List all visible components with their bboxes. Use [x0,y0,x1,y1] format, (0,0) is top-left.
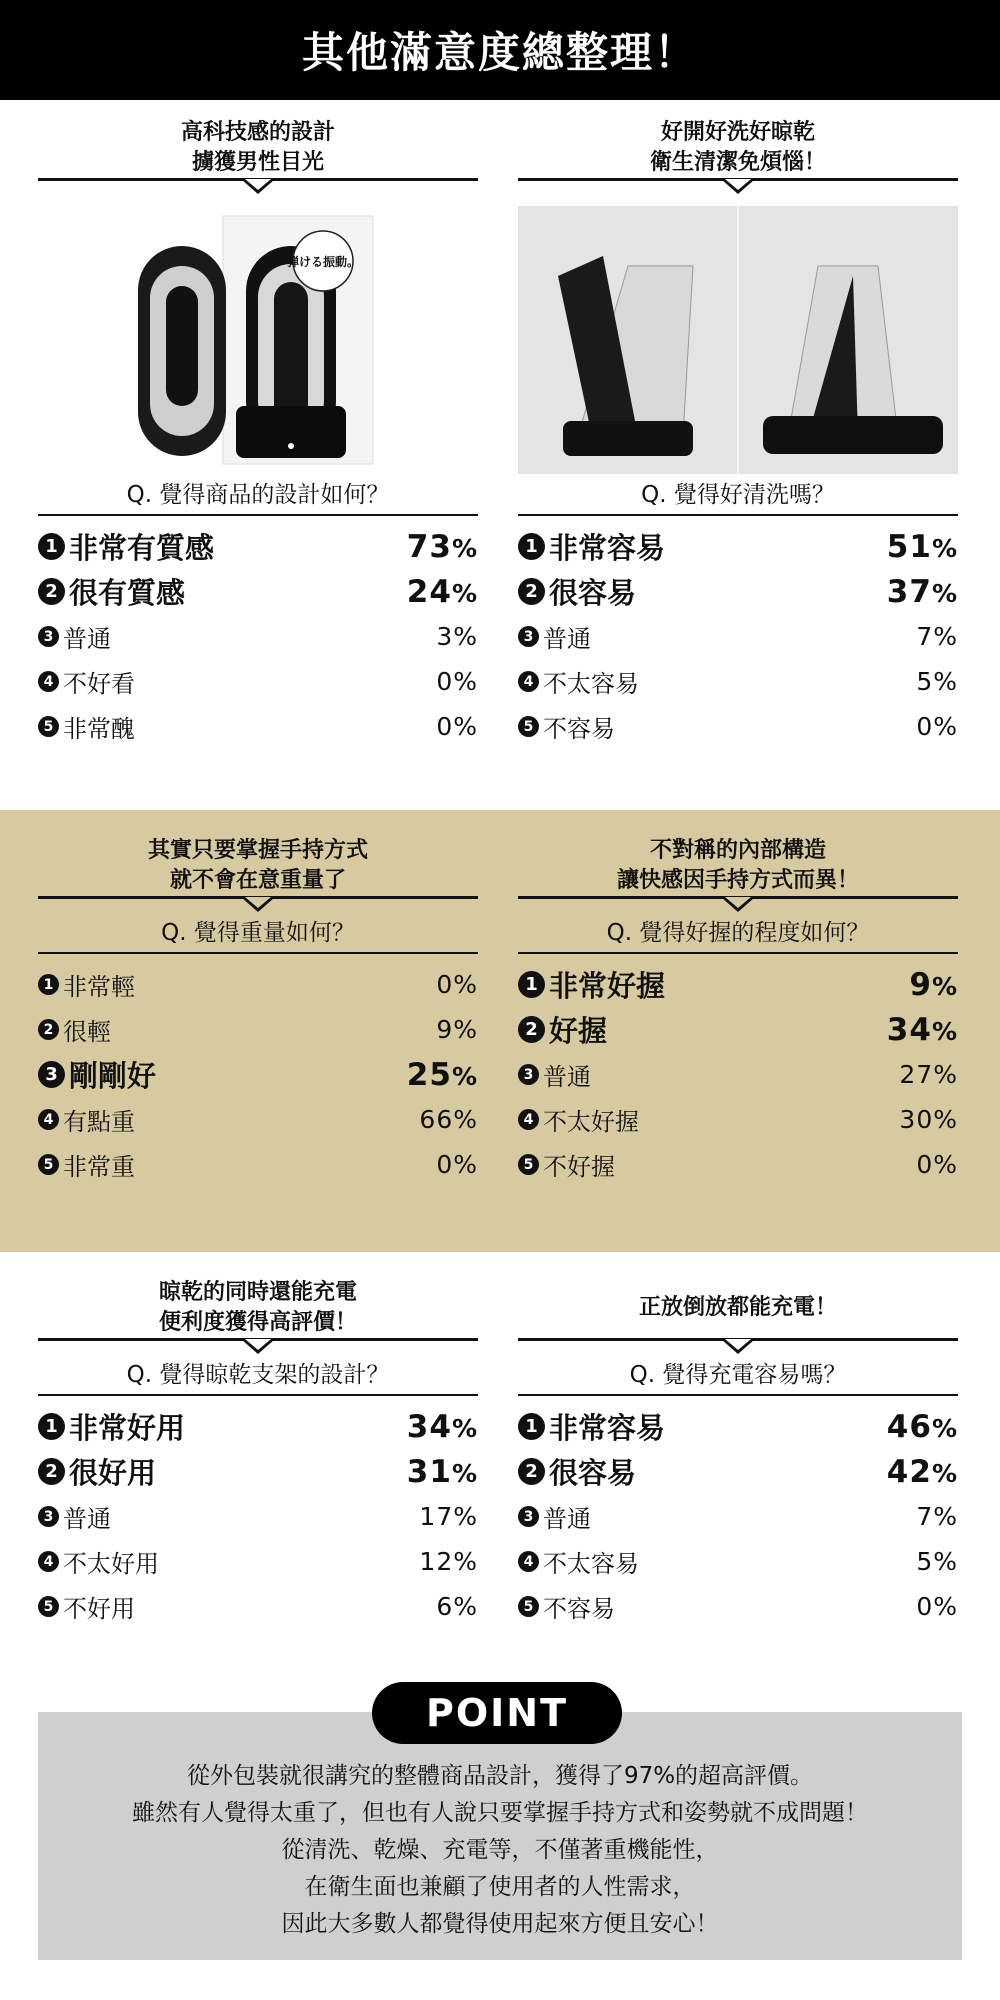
percentage-value: 27% [899,1060,958,1089]
answer-label-group [518,1544,639,1579]
answer-label-group [38,526,214,567]
summary-line: 雖然有人覺得太重了，但也有人說只要掌握手持方式和姿勢就不成問題！ [132,1800,868,1826]
answer-row [38,1404,478,1449]
answer-row [518,1584,958,1629]
subtitle-line: 擄獲男性目光 [191,150,324,175]
percentage-unit: % [451,533,478,563]
percentage-unit: % [931,1413,958,1443]
answer-label-group [518,664,639,699]
survey-charging [518,1278,958,1629]
answer-label-group [38,1147,135,1182]
answer-number-icon: 1 [518,1413,545,1440]
answer-row [38,704,478,749]
answer-number-icon: 4 [38,671,59,692]
answer-row [38,659,478,704]
answer-percentage [407,529,478,565]
answer-row [38,1007,478,1052]
answer-label: 非常醜 [63,715,135,743]
survey-weight [38,836,478,1187]
answer-label: 非常容易 [549,531,666,565]
section-divider [38,896,478,912]
answer-percentage [419,1547,478,1576]
percentage-value: 5% [916,667,958,696]
question: Q. 覺得晾乾支架的設計？ [38,1354,478,1396]
percentage-value: 42 [886,1453,932,1490]
percentage-value: 7% [916,622,958,651]
question: Q. 覺得充電容易嗎？ [518,1354,958,1396]
answer-label-group [38,664,135,699]
answer-row [518,1007,958,1052]
answer-label-group [38,1589,135,1624]
percentage-value: 66% [419,1105,478,1134]
answer-row [38,1584,478,1629]
answer-row [38,1449,478,1494]
answer-percentage [916,1547,958,1576]
answer-label-group [518,1589,615,1624]
answer-row [38,1097,478,1142]
answer-label: 很容易 [549,576,637,610]
percentage-value: 0% [436,712,478,741]
percentage-value: 34 [886,1011,932,1048]
section-subtitle [518,118,958,178]
answer-row [38,569,478,614]
answer-row [38,1052,478,1097]
answer-list [38,962,478,1187]
percentage-unit: % [931,1016,958,1046]
percentage-unit: % [931,971,958,1001]
answer-label: 非常好握 [549,969,666,1003]
percentage-value: 0% [436,1150,478,1179]
answer-row [518,524,958,569]
answer-list [38,1404,478,1629]
answer-row [518,1404,958,1449]
answer-row [518,1539,958,1584]
answer-percentage [916,712,958,741]
answer-label: 不太容易 [543,670,639,698]
answer-percentage [899,1105,958,1134]
answer-number-icon: 5 [518,1596,539,1617]
percentage-value: 0% [916,712,958,741]
answer-label-group [38,1054,156,1095]
answer-number-icon: 3 [518,1064,539,1085]
question: Q. 覺得好清洗嗎？ [518,474,958,516]
section-divider [38,1338,478,1354]
percentage-value: 37 [886,573,932,610]
answer-list [38,524,478,749]
answer-label-group [38,1451,156,1492]
percentage-unit: % [931,578,958,608]
percentage-value: 24 [406,573,452,610]
answer-label: 好握 [549,1014,608,1048]
answer-label: 剛剛好 [69,1059,157,1093]
percentage-value: 17% [419,1502,478,1531]
percentage-value: 31 [406,1453,452,1490]
percentage-value: 5% [916,1547,958,1576]
answer-label: 普通 [63,625,111,653]
percentage-value: 12% [419,1547,478,1576]
percentage-value: 25 [406,1056,452,1093]
answer-row [518,1494,958,1539]
answer-number-icon: 2 [38,1458,65,1485]
answer-number-icon: 1 [518,533,545,560]
subtitle-line: 晾乾的同時還能充電 [158,1280,357,1305]
section-subtitle [38,836,478,896]
answer-row [518,704,958,749]
answer-label: 普通 [543,1505,591,1533]
answer-label-group [38,1012,111,1047]
answer-percentage [407,1409,478,1445]
section-divider [38,178,478,194]
answer-label: 不好用 [63,1595,135,1623]
answer-number-icon: 5 [38,716,59,737]
answer-label: 普通 [543,625,591,653]
percentage-value: 9 [909,966,932,1003]
question: Q. 覺得商品的設計如何？ [38,474,478,516]
product-package-photo [38,206,478,474]
answer-label: 普通 [63,1505,111,1533]
answer-label-group [518,1499,591,1534]
summary-line: 從清洗、乾燥、充電等，不僅著重機能性， [281,1837,719,1863]
answer-number-icon: 1 [518,971,545,998]
answer-percentage [887,1409,958,1445]
answer-label-group [38,619,111,654]
percentage-value: 0% [436,970,478,999]
section-divider [518,1338,958,1354]
answer-number-icon: 4 [38,1109,59,1130]
answer-label-group [518,1102,639,1137]
answer-row [38,1539,478,1584]
answer-label-group [518,1057,591,1092]
answer-number-icon: 3 [38,1506,59,1527]
survey-design [38,118,478,749]
answer-label: 不太好用 [63,1550,159,1578]
answer-row [38,614,478,659]
answer-label: 非常好用 [69,1411,186,1445]
percentage-unit: % [451,1061,478,1091]
answer-number-icon: 3 [518,626,539,647]
subtitle-line: 好開好洗好晾乾 [660,120,815,145]
survey-grip [518,836,958,1187]
answer-number-icon: 1 [38,974,59,995]
answer-percentage [407,1057,478,1093]
answer-label: 很好用 [69,1456,157,1490]
answer-number-icon: 5 [518,716,539,737]
answer-label-group [518,1406,665,1447]
percentage-value: 51 [886,528,932,565]
answer-percentage [436,667,478,696]
answer-percentage [887,1454,958,1490]
answer-label-group [38,967,135,1002]
answer-label: 不太好握 [543,1108,639,1136]
answer-number-icon: 5 [518,1154,539,1175]
answer-label: 非常有質感 [69,531,215,565]
answer-label-group [518,526,665,567]
answer-percentage [909,967,958,1003]
question: Q. 覺得好握的程度如何？ [518,912,958,954]
answer-row [518,1052,958,1097]
answer-label-group [38,571,185,612]
answer-number-icon: 3 [38,1061,65,1088]
answer-percentage [436,712,478,741]
answer-number-icon: 5 [38,1596,59,1617]
subtitle-line: 其實只要掌握手持方式 [147,838,368,863]
answer-label: 不太容易 [543,1550,639,1578]
answer-label: 很有質感 [69,576,186,610]
answer-label-group [38,1544,159,1579]
answer-row [518,569,958,614]
answer-label-group [518,571,636,612]
percentage-unit: % [451,1413,478,1443]
percentage-value: 46 [886,1408,932,1445]
point-badge: POINT [372,1682,622,1744]
banner-title: 其他滿意度總整理！ [301,28,698,77]
section-subtitle [38,1278,478,1338]
subtitle-line: 不對稱的內部構造 [649,838,826,863]
answer-label-group [518,1009,607,1050]
answer-percentage [436,1592,478,1621]
subtitle-line: 讓快感因手持方式而異！ [616,868,859,893]
answer-label-group [518,1147,615,1182]
answer-row [518,1142,958,1187]
answer-label: 不容易 [543,715,615,743]
answer-label-group [38,709,135,744]
answer-percentage [899,1060,958,1089]
answer-label: 非常輕 [63,973,135,1001]
answer-percentage [887,529,958,565]
answer-row [38,1494,478,1539]
package-label: 弾ける振動。 [286,255,360,269]
subtitle-line: 便利度獲得高評價！ [158,1310,357,1335]
percentage-unit: % [931,1458,958,1488]
percentage-value: 0% [916,1592,958,1621]
percentage-value: 9% [436,1015,478,1044]
answer-label: 很輕 [63,1018,111,1046]
answer-number-icon: 4 [518,1109,539,1130]
answer-percentage [916,1150,958,1179]
page-banner [0,0,1000,100]
answer-number-icon: 4 [518,1551,539,1572]
answer-number-icon: 2 [518,1458,545,1485]
answer-label: 不容易 [543,1595,615,1623]
answer-percentage [887,574,958,610]
percentage-value: 73 [406,528,452,565]
answer-number-icon: 2 [518,1016,545,1043]
answer-number-icon: 2 [518,578,545,605]
section-subtitle [518,836,958,896]
answer-label-group [518,1451,636,1492]
product-open-photo [518,206,958,474]
answer-percentage [407,574,478,610]
answer-label: 很容易 [549,1456,637,1490]
answer-percentage [436,970,478,999]
answer-label: 非常容易 [549,1411,666,1445]
answer-number-icon: 2 [38,1019,59,1040]
answer-percentage [436,1015,478,1044]
answer-label-group [38,1406,185,1447]
answer-label: 非常重 [63,1153,135,1181]
summary-line: 因此大多數人都覺得使用起來方便且安心！ [281,1911,719,1937]
answer-percentage [916,667,958,696]
answer-label-group [518,964,665,1005]
answer-number-icon: 3 [518,1506,539,1527]
section-drying-charging [0,1252,1000,1682]
answer-label-group [518,619,591,654]
percentage-unit: % [451,578,478,608]
subtitle-line: 就不會在意重量了 [169,868,346,893]
answer-number-icon: 2 [38,578,65,605]
percentage-value: 3% [436,622,478,651]
section-subtitle [518,1278,958,1338]
section-subtitle [38,118,478,178]
section-divider [518,896,958,912]
answer-list [518,1404,958,1629]
answer-row [38,962,478,1007]
answer-number-icon: 3 [38,626,59,647]
answer-label: 不好握 [543,1153,615,1181]
percentage-value: 34 [406,1408,452,1445]
section-divider [518,178,958,194]
answer-row [38,1142,478,1187]
point-summary-text [38,1758,962,1943]
answer-row [518,614,958,659]
answer-label-group [38,1102,135,1137]
answer-label: 普通 [543,1063,591,1091]
answer-percentage [916,1592,958,1621]
answer-row [518,962,958,1007]
section-weight-grip [0,810,1000,1252]
answer-number-icon: 1 [38,533,65,560]
answer-percentage [407,1454,478,1490]
subtitle-line: 高科技感的設計 [180,120,335,145]
summary-line: 從外包裝就很講究的整體商品設計，獲得了97%的超高評價。 [186,1763,814,1789]
answer-row [518,659,958,704]
percentage-value: 0% [916,1150,958,1179]
answer-number-icon: 1 [38,1413,65,1440]
percentage-value: 0% [436,667,478,696]
percentage-unit: % [451,1458,478,1488]
answer-number-icon: 5 [38,1154,59,1175]
answer-row [518,1097,958,1142]
answer-percentage [419,1105,478,1134]
answer-label: 有點重 [63,1108,135,1136]
answer-percentage [436,1150,478,1179]
percentage-unit: % [931,533,958,563]
survey-drying-stand [38,1278,478,1629]
answer-percentage [916,622,958,651]
answer-row [38,524,478,569]
subtitle-line: 正放倒放都能充電！ [638,1295,837,1320]
answer-list [518,962,958,1187]
percentage-value: 7% [916,1502,958,1531]
answer-list [518,524,958,749]
question: Q. 覺得重量如何？ [38,912,478,954]
percentage-value: 6% [436,1592,478,1621]
answer-number-icon: 4 [38,1551,59,1572]
answer-number-icon: 4 [518,671,539,692]
answer-percentage [419,1502,478,1531]
percentage-value: 30% [899,1105,958,1134]
answer-percentage [436,622,478,651]
answer-percentage [916,1502,958,1531]
answer-percentage [887,1012,958,1048]
summary-line: 在衛生面也兼顧了使用者的人性需求， [304,1874,696,1900]
answer-row [518,1449,958,1494]
subtitle-line: 衛生清潔免煩惱！ [649,150,826,175]
survey-cleaning [518,118,958,749]
answer-label-group [38,1499,111,1534]
answer-label: 不好看 [63,670,135,698]
answer-label-group [518,709,615,744]
